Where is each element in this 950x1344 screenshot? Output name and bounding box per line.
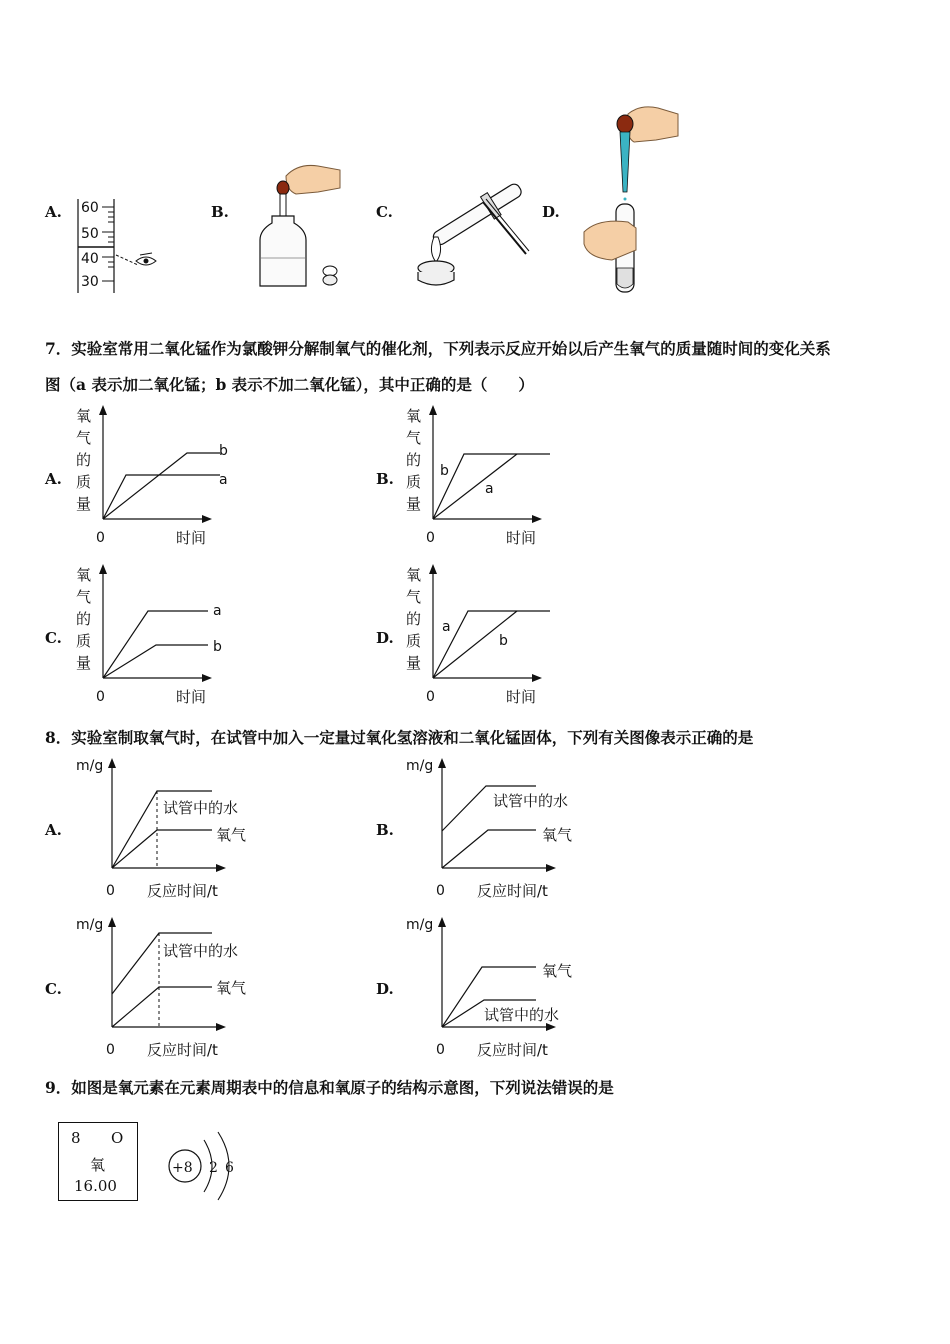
svg-text:0: 0 [426,530,435,546]
svg-text:气: 气 [406,429,422,447]
q7-graph-c [70,562,245,709]
svg-text:时间: 时间 [176,688,207,706]
svg-text:0: 0 [436,1042,445,1058]
cylinder-tick-40: 40 [81,251,99,267]
svg-text:0: 0 [106,1042,115,1058]
q7-option-c: C. [45,629,62,647]
q8-option-a: A. [45,821,62,839]
heating-tube-illustration [408,172,533,294]
element-name: 氧 [90,1156,106,1174]
question-7-line-1: 7．实验室常用二氧化锰作为氯酸钾分解制氧气的催化剂，下列表示反应开始以后产生氧气的质量随时间的变化关系 [45,339,831,358]
svg-text:反应时间/t: 反应时间/t [147,1041,218,1059]
q7d-label-b: b [499,633,508,649]
svg-text:0: 0 [436,883,445,899]
q8-option-b: B. [376,821,394,839]
q8b-oxygen-label: 氧气 [542,826,573,844]
svg-text:质: 质 [406,632,422,650]
option-label-b: B. [211,203,229,221]
q8c-water-label: 试管中的水 [163,942,239,960]
q8-option-c: C. [45,980,62,998]
q7-option-a: A. [45,470,62,488]
shell-2-electrons: 6 [225,1160,234,1176]
svg-text:氧: 氧 [406,566,422,584]
svg-text:时间: 时间 [176,529,207,547]
svg-text:量: 量 [76,654,92,672]
svg-text:量: 量 [406,495,422,513]
q8-graph-c [70,912,265,1064]
svg-text:反应时间/t: 反应时间/t [147,882,218,900]
cylinder-tick-60: 60 [81,200,99,216]
cylinder-tick-50: 50 [81,226,99,242]
svg-text:时间: 时间 [506,529,537,547]
atomic-number: 8 [71,1129,81,1147]
q7a-label-b: b [219,443,228,459]
svg-text:量: 量 [76,495,92,513]
svg-text:m/g: m/g [406,758,434,774]
shell-1-electrons: 2 [209,1160,218,1176]
svg-text:气: 气 [406,588,422,606]
oxygen-atom-structure [162,1122,252,1204]
option-label-a: A. [45,203,62,221]
question-7-line-2: 图（a 表示加二氧化锰；b 表示不加二氧化锰），其中正确的是（ ） [45,375,534,394]
option-label-c: C. [376,203,393,221]
svg-text:的: 的 [76,451,92,469]
q8b-water-label: 试管中的水 [493,792,569,810]
nucleus-charge: +8 [172,1160,193,1176]
q8a-oxygen-label: 氧气 [216,826,247,844]
q7a-label-a: a [219,472,228,488]
q7c-label-b: b [213,639,222,655]
svg-text:m/g: m/g [406,917,434,933]
svg-text:0: 0 [426,689,435,705]
atomic-mass: 16.00 [74,1177,117,1195]
q7-option-b: B. [376,470,394,488]
q8c-oxygen-label: 氧气 [216,979,247,997]
dropper-tube-illustration [578,100,683,296]
svg-text:质: 质 [406,473,422,491]
svg-text:氧: 氧 [76,407,92,425]
q7-graph-d [400,562,575,709]
svg-text:质: 质 [76,632,92,650]
svg-text:反应时间/t: 反应时间/t [477,1041,548,1059]
dropper-bottle-illustration [258,158,348,293]
q7a-line-a [103,475,220,519]
cylinder-tick-30: 30 [81,274,99,290]
svg-text:0: 0 [106,883,115,899]
q7b-label-a: a [485,481,494,497]
q7-graph-a [70,403,245,550]
q8-graph-a [70,753,265,905]
svg-text:氧: 氧 [406,407,422,425]
svg-text:时间: 时间 [506,688,537,706]
svg-text:反应时间/t: 反应时间/t [477,882,548,900]
svg-text:的: 的 [76,610,92,628]
q8-option-d: D. [376,980,394,998]
q7-option-d: D. [376,629,394,647]
svg-text:气: 气 [76,588,92,606]
question-9-text: 9．如图是氧元素在元素周期表中的信息和氧原子的结构示意图，下列说法错误的是 [45,1078,614,1097]
q7-graph-b [400,403,575,550]
svg-text:m/g: m/g [76,758,104,774]
q7d-label-a: a [442,619,451,635]
svg-text:气: 气 [76,429,92,447]
cylinder-reading-illustration [70,195,165,297]
element-cell [58,1122,138,1201]
svg-text:的: 的 [406,610,422,628]
eye-icon [136,253,156,265]
svg-text:质: 质 [76,473,92,491]
svg-text:m/g: m/g [76,917,104,933]
q8-graph-b [400,753,595,905]
svg-text:0: 0 [96,530,105,546]
svg-text:氧: 氧 [76,566,92,584]
svg-text:0: 0 [96,689,105,705]
q8d-water-label: 试管中的水 [484,1006,560,1024]
q8-graph-d [400,912,595,1064]
svg-text:量: 量 [406,654,422,672]
q7b-label-b: b [440,463,449,479]
q7c-label-a: a [213,603,222,619]
svg-text:的: 的 [406,451,422,469]
option-label-d: D. [542,203,560,221]
q8d-oxygen-label: 氧气 [542,962,573,980]
element-symbol: O [111,1129,124,1147]
question-8-text: 8．实验室制取氧气时，在试管中加入一定量过氧化氢溶液和二氧化锰固体，下列有关图像表示正确的是 [45,728,754,747]
q8a-water-label: 试管中的水 [163,799,239,817]
